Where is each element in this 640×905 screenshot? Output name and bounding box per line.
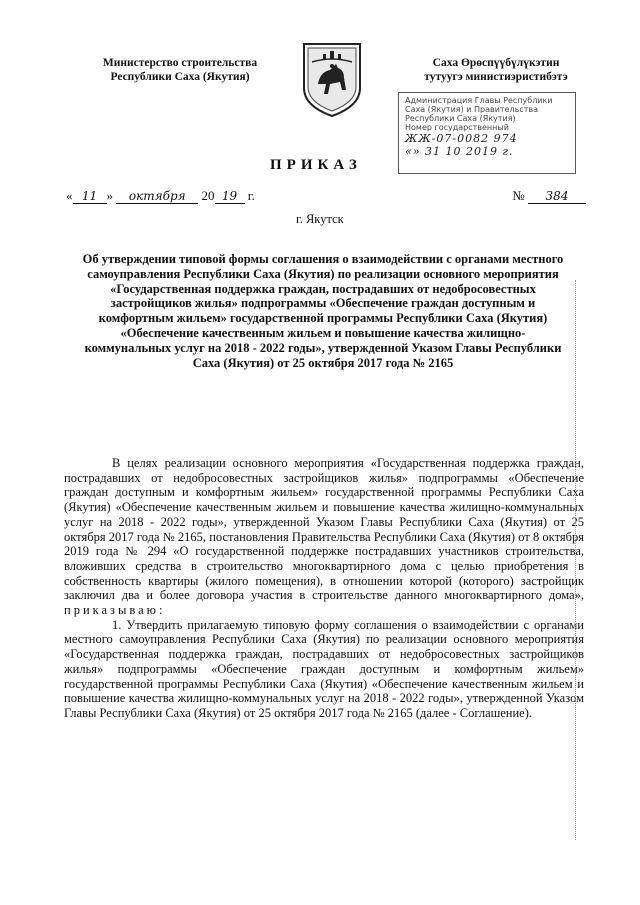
date-year-mark: г.	[247, 188, 255, 203]
date-field: « 11 » октября 20 19 г.	[66, 188, 255, 203]
ministry-name-ru	[80, 56, 280, 84]
date-year-suffix: 19	[215, 189, 245, 204]
order-number-label: №	[512, 188, 525, 203]
stamp-reg-number: ЖЖ-07-0082 974	[405, 132, 518, 145]
order-subject: Об утверждении типовой формы соглашения о взаимодействии с органами местного самоуправления Республики Саха (Якутия) по реализации основного мероприятия «Государственная поддержка граждан, пострадавших от недобросовестных застройщиков жилья» подпрограммы «Обеспечение граждан доступным и комфортным жильем» государственной программы Республики Саха (Якутия) «Обеспечение качественным жильем и повышение качества жилищно-коммунальных услуг на 2018 - 2022 годы», утвержденной Указом Главы Республики Саха (Якутия) от 25 октября 2017 года № 2165	[82, 252, 564, 370]
ministry-name-sah	[398, 56, 594, 84]
ministry-name-ru-line1: Министерство строительства	[102, 57, 258, 69]
body-intro-text: В целях реализации основного мероприятия «Государственная поддержка граждан, пострадавших от недобросовестных застройщиков жилья» подпрограммы «Обеспечение граждан доступным и комфортным жильем» государственной программы Республики Саха (Якутия) «Обеспечение качественным жильем и повышение качества жилищно-коммунальных услуг на 2018 - 2022 годы», утвержденной Указом Главы Республики Саха (Якутия) от 25 октября 2017 года № 2165, постановления Правительства Республики Саха (Якутия) от 8 октября 2019 года № 294 «О государственной поддержке пострадавших участников строительства, вложивших средства в строительство многоквартирного дома с целью приобретения в собственность квартиры (жилого помещения), в отношении которой (которого) застройщик заключил два и более договора участия в строительстве данного многоквартирного дома»,	[64, 456, 584, 603]
date-day: 11	[73, 189, 107, 204]
order-number	[512, 188, 586, 204]
coat-of-arms-emblem	[300, 40, 364, 118]
order-word: приказываю:	[64, 603, 166, 618]
stamp-line3: Республики Саха (Якутия)	[405, 114, 516, 123]
stamp-line2: Саха (Якутия) и Правительства	[405, 105, 538, 114]
order-number-value: 384	[528, 189, 586, 204]
ministry-name-sah-line1: Саха Өрөспүүбүлүкэтин	[432, 57, 560, 69]
body-intro-paragraph	[64, 456, 584, 618]
stamp-line4: Номер государственный	[405, 123, 509, 132]
city: г. Якутск	[296, 212, 344, 226]
ministry-name-ru-line2: Республики Саха (Якутия)	[110, 71, 250, 83]
body-item-1: 1. Утвердить прилагаемую типовую форму соглашения о взаимодействии с органами местного самоуправления Республики Саха (Якутия) по реализации основного мероприятия «Государственная поддержка граждан, пострадавших от недобросовестных застройщиков жилья» подпрограммы «Обеспечение граждан доступным и комфортным жильем» государственной программы Республики Саха (Якутия) «Обеспечение качественным жильем и повышение качества жилищно-коммунальных услуг на 2018 - 2022 годы», утвержденной Указом Главы Республики Саха (Якутия) от 25 октября 2017 года № 2165 (далее - Соглашение).	[64, 617, 584, 720]
date-month: октября	[116, 189, 198, 204]
registration-stamp	[398, 92, 576, 174]
stamp-reg-date: «» 31 10 2019 г.	[405, 145, 514, 158]
document-title: ПРИКАЗ	[270, 157, 362, 173]
ministry-name-sah-line2: тутуугэ министиэристибэтэ	[424, 71, 568, 83]
stamp-line1: Администрация Главы Республики	[405, 96, 553, 105]
date-number-row	[66, 188, 586, 208]
date-year-prefix: 20	[201, 188, 215, 203]
scan-fold-line	[575, 280, 577, 840]
order-body	[64, 456, 584, 721]
